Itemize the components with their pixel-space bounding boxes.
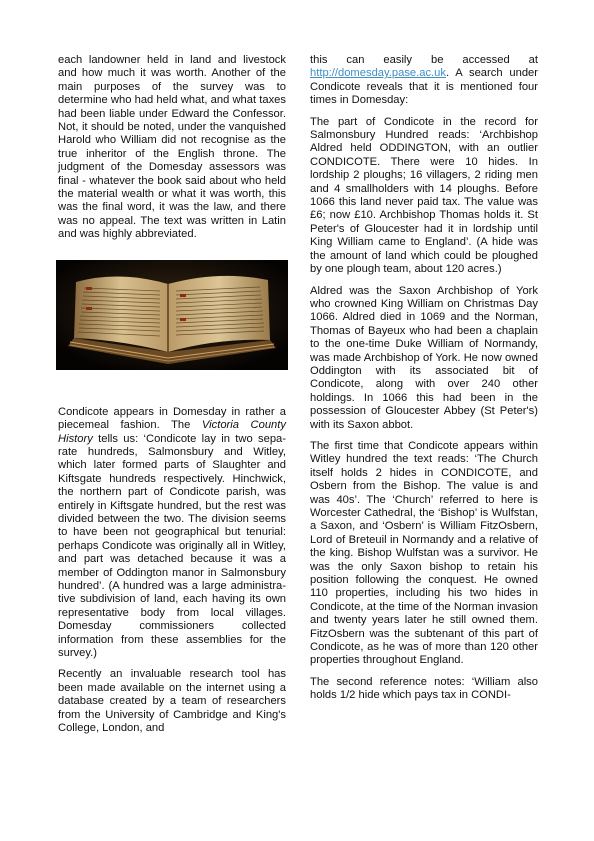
paragraph-witley: The first time that Condicote appears within Witley hundred the text reads: ‘The Church itself holds 2 hides in CONDICOTE, and Osbern from the Bishop. The value is and was 40s’. The ‘Church’ referred to here is Worcester Cathedral, the ‘Bishop’ is Wulfstan, a Saxon, and ‘Osbern’ is William FitzOsbern, Lord of Breteuil in Normandy and a relative of the king. Bishop Wulfstan was a survivor. He was the only Saxon bishop to retain his position following the conquest. He owned 110 properties, including his two hides in Condicote, at the time of the Norman invasion and twenty years later he still owned them. FitzOsbern was the subtenant of this part of Condicote, as he was of more than 120 other properties throughout England. — [310, 439, 538, 667]
paragraph-piecemeal: Condicote appears in Domesday in rather a piecemeal fashion. The Victoria County History tells us: ‘Condicote lay in two separate hundreds, Salmonsbury and Witley, which later formed parts of Slaughter and Kiftsgate hundreds respectively. Hinchwick, the northern part of Condicote parish, was entirely in Kiftsgate hundred, but the rest was divided between the two. The division seems to have been not geographical but tenurial: perhaps Condicote was originally all in Witley, and part was detached because it was a member of Oddington manor in Salmonsbury hundred’. (A hundred was a large administrative subdivision of land, each having its own representative body from local villages. Domesday commissioners collected information from these assemblies for the survey.) — [58, 405, 286, 659]
left-column — [58, 54, 286, 743]
paragraph-domesday-purpose: each landowner held in land and livestock and how much it was worth. Another of the main purposes of the survey was to determine who had held what, and what taxes had been liable under Edward the Confessor. Not, it should be noted, under the vanquished Harold who William did not recognise as the true inheritor of the English throne. The judgment of the Domesday assessors was final - whatever the book said about who held the material wealth or what it was worth, this was the final word, it was the law, and there was no appeal. The text was written in Latin and was highly abbreviated. — [58, 54, 286, 241]
paragraph-research-tool: Recently an invaluable research tool has been made available on the internet using a database created by a team of researchers from the University of Cambridge and King's College, London, and — [58, 668, 286, 735]
paragraph-aldred: Aldred was the Saxon Archbishop of York who crowned King William on Christmas Day 1066. Aldred died in 1069 and the Norman, Thomas of Bayeux who had been a chaplain to the one-time Duke William of Normandy, was made Archbishop of York. He now owned Oddington with its associated bit of Condicote, along with over 240 other holdings. In 1066 this had been in the possession of Gloucester Abbey (St Peter's) with its Saxon abbot. — [310, 284, 538, 431]
vch-title: Victoria County History — [58, 419, 286, 445]
domesday-book-photo — [56, 260, 288, 370]
paragraph-search: this can easily be accessed at http://domesday.pase.ac.uk. A search under Condicote reveals that it is mentioned four times in Domesday: — [310, 54, 538, 107]
domesday-link[interactable]: http://domesday.pase.ac.uk — [310, 67, 446, 80]
paragraph-second-reference: The second reference notes: ‘William also holds 1/2 hide which pays tax in CONDI- — [310, 675, 538, 702]
right-column — [310, 54, 538, 711]
paragraph-salmonsbury: The part of Condicote in the record for Salmonsbury Hundred reads: ‘Archbishop Aldred held ODDINGTON, with an outlier CONDICOTE. There were 10 hides. In lordship 2 ploughs; 16 villagers, 2 riding men and 4 smallholders with 14 ploughs. Before 1066 this land never paid tax. The value was £6; now £10. Archbishop Thomas holds it. St Peter's of Gloucester had it in lordship until King William came to England’. (A hide was the amount of land which could be ploughed by one plough team, about 120 acres.) — [310, 115, 538, 276]
